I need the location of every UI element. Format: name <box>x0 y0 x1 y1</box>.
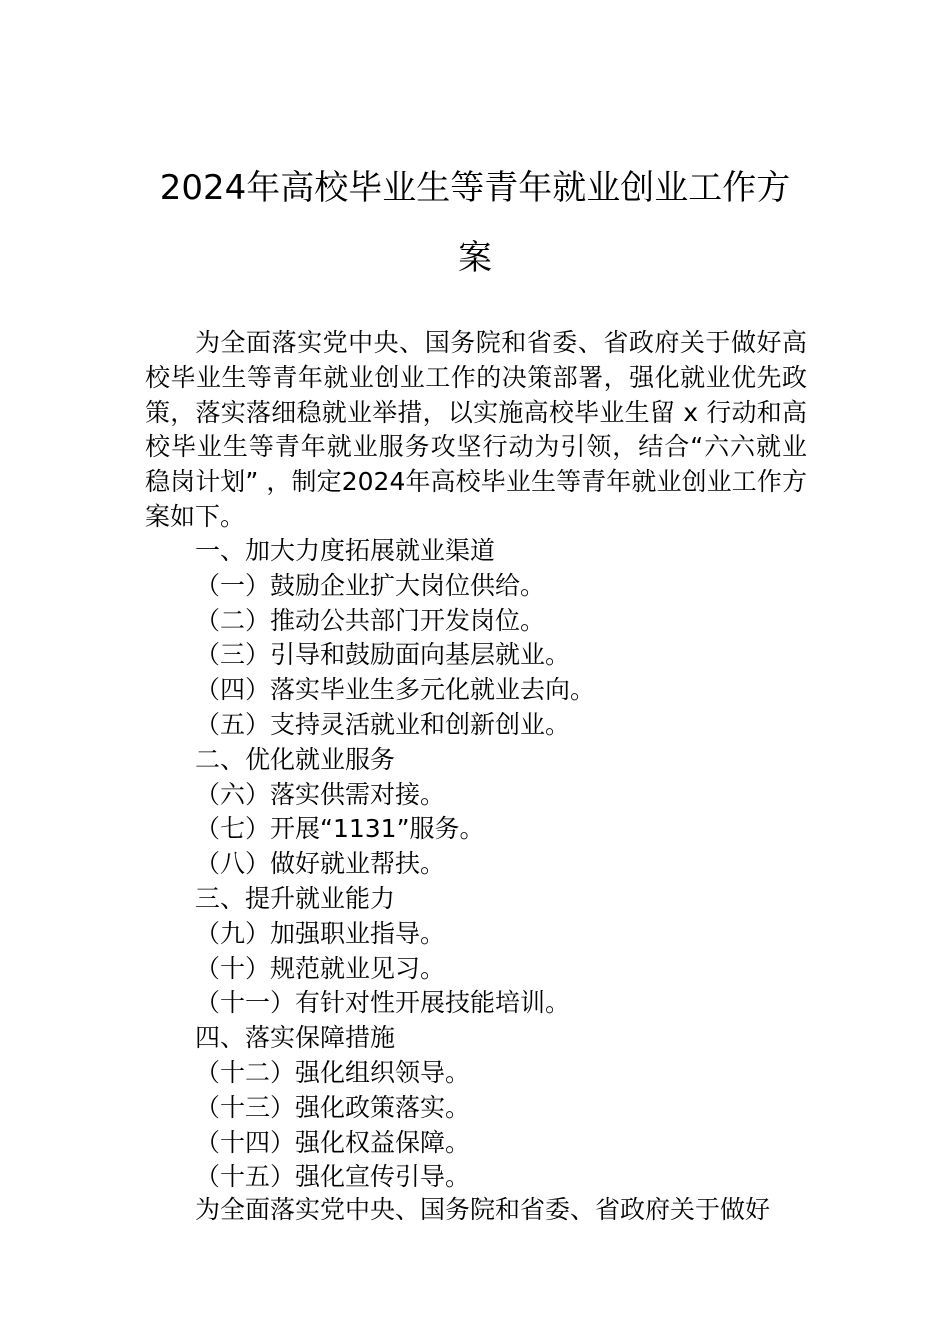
document-title-line-2: 案 <box>458 238 492 278</box>
outline-item-10: （十）规范就业见习。 <box>195 953 446 983</box>
section-heading-4: 四、落实保障措施 <box>195 1023 396 1053</box>
section-heading-3: 三、提升就业能力 <box>195 883 396 913</box>
outline-item-6: （六）落实供需对接。 <box>195 779 446 809</box>
outline-list <box>195 534 807 1195</box>
section-heading-1: 一、加大力度拓展就业渠道 <box>195 536 496 565</box>
outline-item-2: （二）推动公共部门开发岗位。 <box>195 605 546 635</box>
outline-item-15: （十五）强化宣传引导。 <box>195 1162 471 1192</box>
outline-item-14: （十四）强化权益保障。 <box>195 1127 471 1157</box>
intro-paragraph: 为全面落实党中央、国务院和省委、省政府关于做好高校毕业生等青年就业创业工作的决策部署，强化就业优先政策，落实落细稳就业举措，以实施高校毕业生留 x 行动和高校毕业生等青年就业服务攻坚行动为引领，结合“六六就业稳岗计划” ，制定2024年高校毕业生等青年就业创业工作方案如下。 <box>145 328 807 531</box>
outline-item-9: （九）加强职业指导。 <box>195 918 446 948</box>
section-heading-2: 二、优化就业服务 <box>195 744 396 774</box>
outline-item-4: （四）落实毕业生多元化就业去向。 <box>195 675 596 705</box>
document-title-line-1: 2024年高校毕业生等青年就业创业工作方 <box>159 168 791 208</box>
outline-item-7: （七）开展“1131”服务。 <box>195 814 485 844</box>
outline-item-11: （十一）有针对性开展技能培训。 <box>195 988 571 1018</box>
outline-item-13: （十三）强化政策落实。 <box>195 1092 471 1122</box>
outline-item-8: （八）做好就业帮扶。 <box>195 849 446 879</box>
outline-item-5: （五）支持灵活就业和创新创业。 <box>195 709 571 739</box>
outline-item-3: （三）引导和鼓励面向基层就业。 <box>195 640 571 670</box>
outline-item-12: （十二）强化组织领导。 <box>195 1057 471 1087</box>
trailing-paragraph-line: 为全面落实党中央、国务院和省委、省政府关于做好 <box>195 1195 771 1224</box>
outline-item-1: （一）鼓励企业扩大岗位供给。 <box>195 570 546 600</box>
